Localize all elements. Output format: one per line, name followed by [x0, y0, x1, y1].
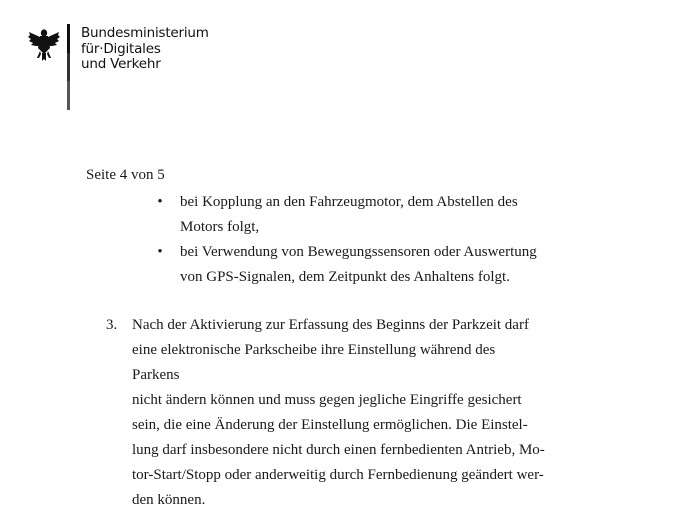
ministry-name-line-2: für·Digitales [81, 40, 161, 57]
paragraph-number: 3. [106, 317, 118, 333]
ministry-name-line-1: Bundesministerium [81, 25, 209, 41]
ministry-name [81, 26, 209, 73]
list-item-line: bei Verwendung von Bewegungssensoren oder Auswertung [180, 244, 537, 260]
list-item-line: bei Kopplung an den Fahrzeugmotor, dem Abstellen des [180, 194, 518, 210]
ministry-name-line-3: und Verkehr [81, 56, 161, 72]
flag-bar [67, 24, 70, 110]
federal-eagle-logo [27, 24, 61, 64]
numbered-paragraph [106, 313, 546, 513]
list-item [152, 190, 552, 240]
bullet-icon: • [157, 244, 163, 260]
bullet-icon: • [157, 194, 163, 210]
bullet-list [152, 190, 552, 290]
list-item-line: Motors folgt, [180, 219, 260, 235]
page-number: Seite 4 von 5 [86, 167, 165, 183]
paragraph-text: Nach der Aktivierung zur Erfassung des Beginns der Parkzeit darf eine elektronische Parkscheibe ihre Einstellung während des Parkens nicht ändern können und muss gegen jegliche Eingriffe gesichert sein, die eine Änderung der Einstellung ermöglichen. Die Einstel- lung darf insbesondere nicht durch einen fernbedienten Antrieb, Mo- tor-Start/Stopp oder anderweitig durch Fernbedienung geändert wer- den können. [132, 317, 545, 508]
list-item [152, 240, 552, 290]
list-item-line: von GPS-Signalen, dem Zeitpunkt des Anhaltens folgt. [180, 269, 510, 285]
